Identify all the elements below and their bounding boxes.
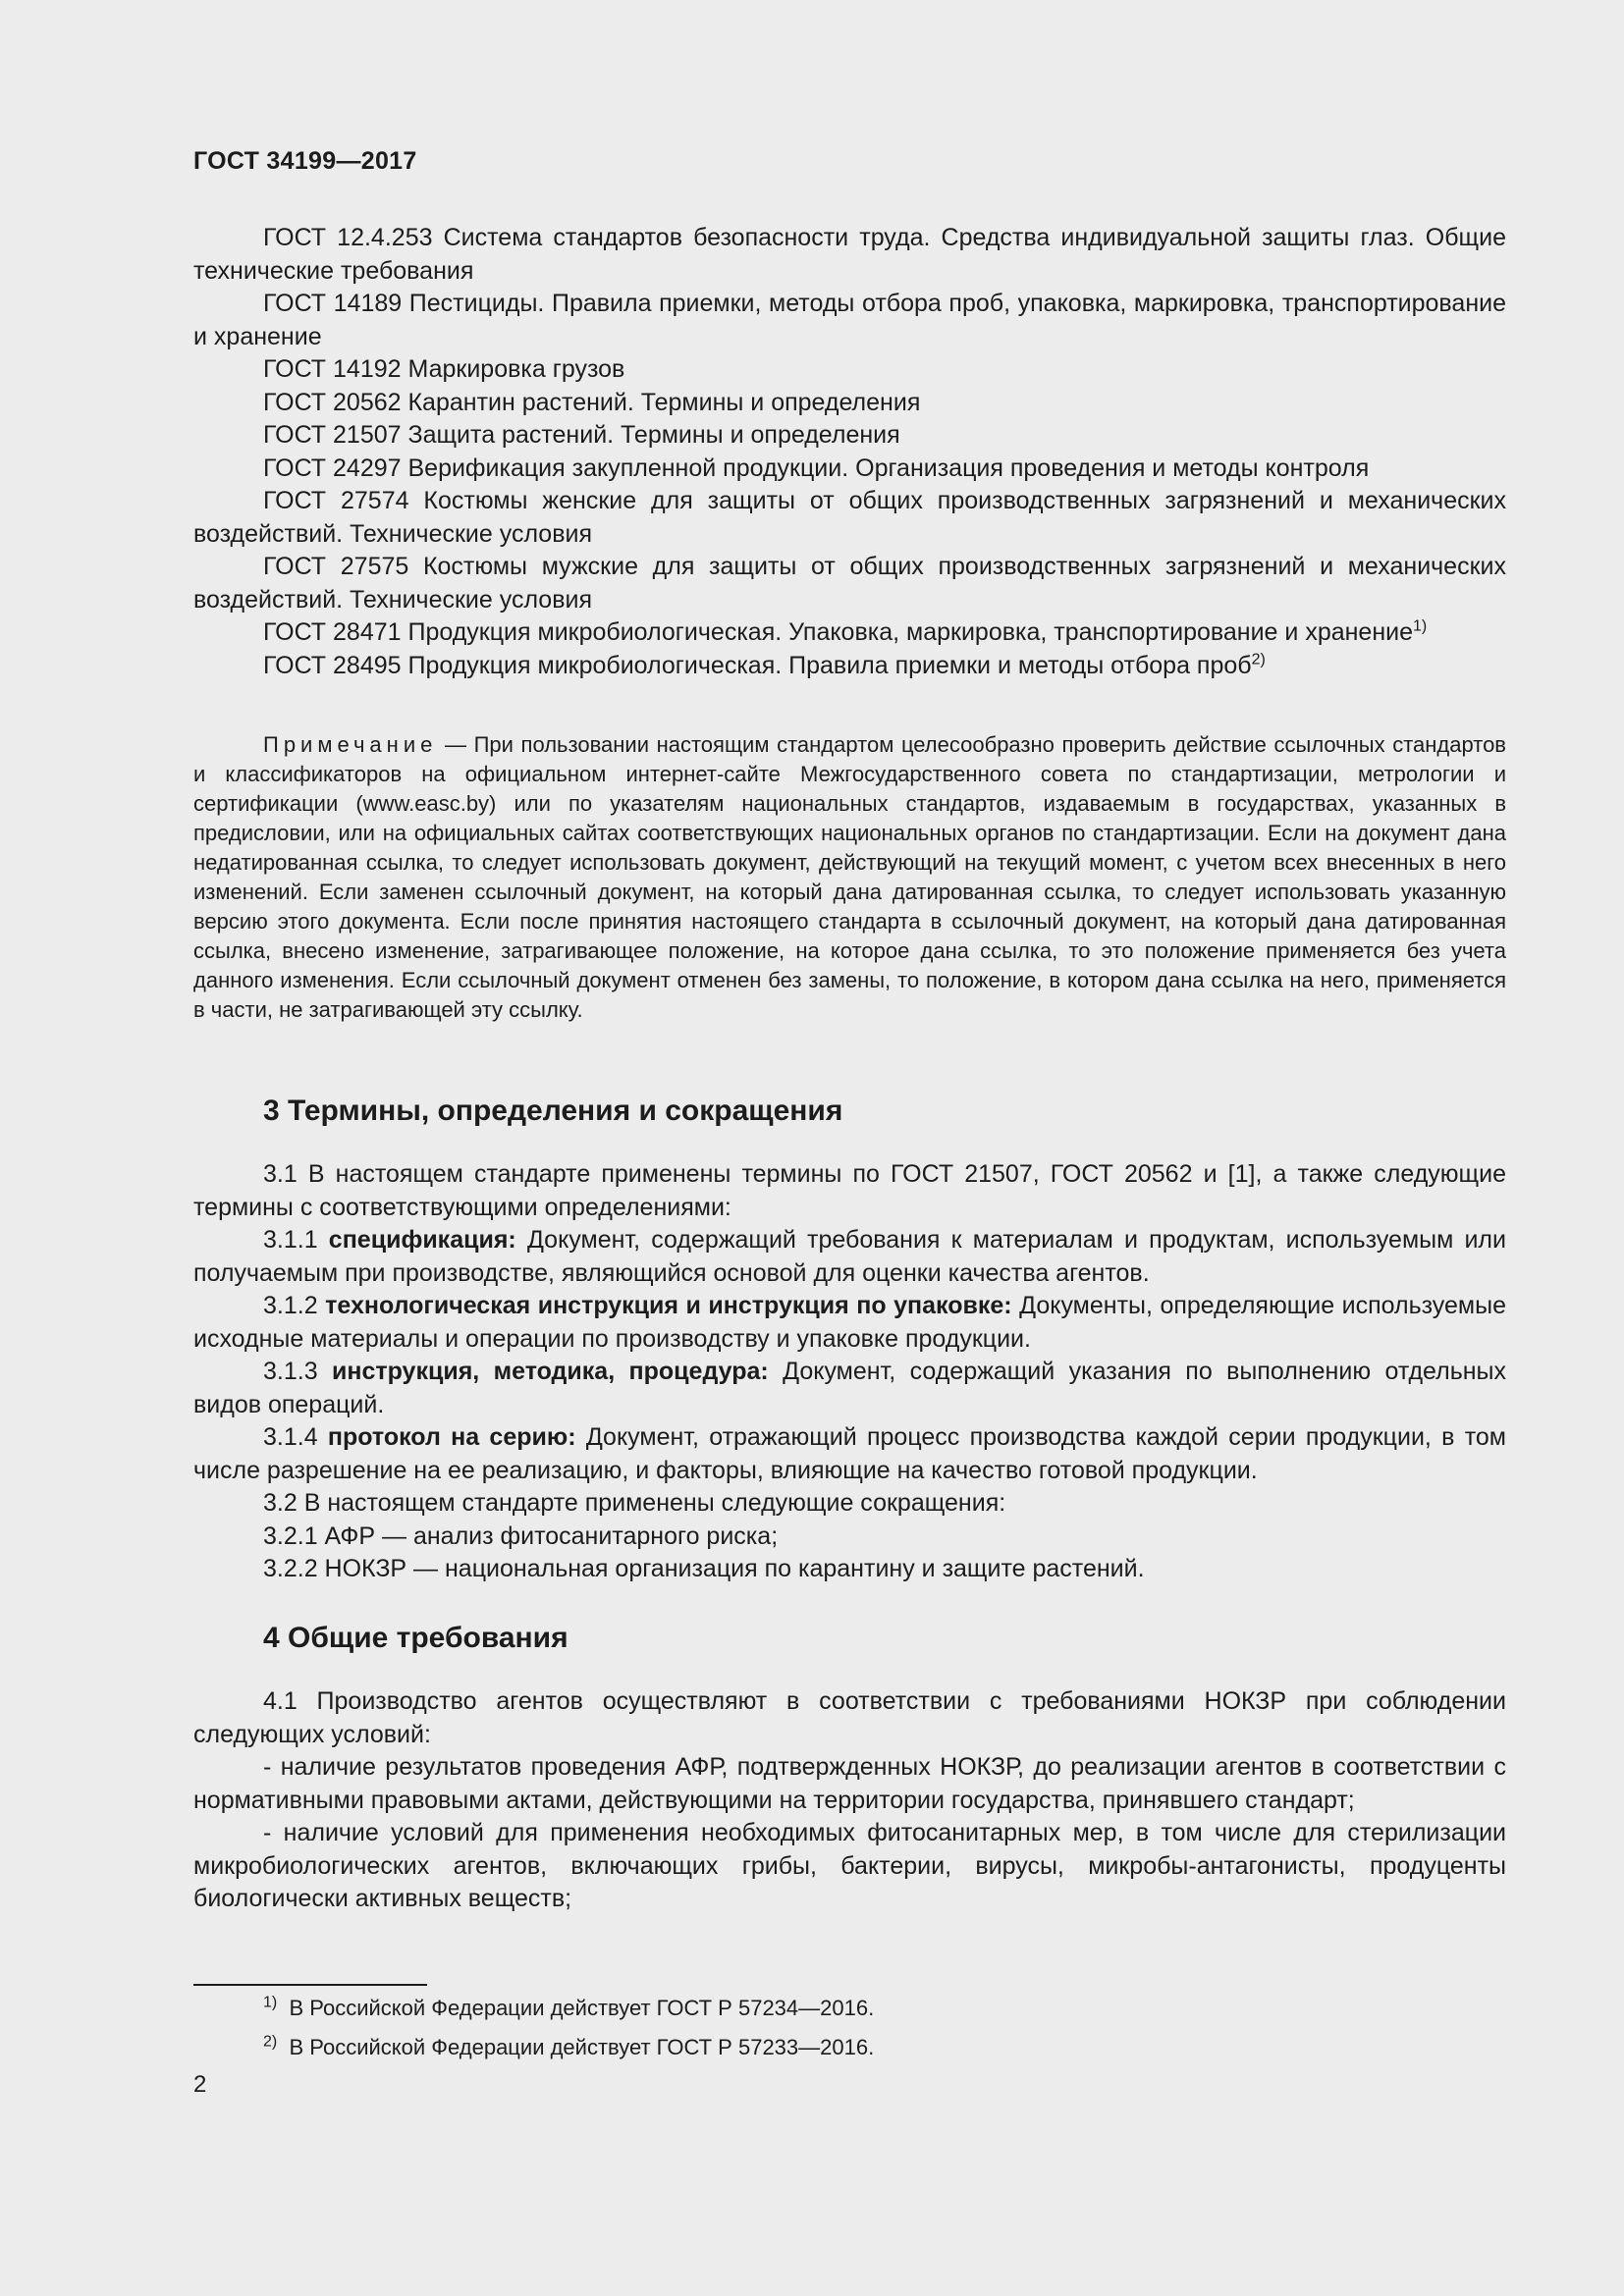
term-number: 3.1.2 (263, 1292, 326, 1319)
footnote-mark: 1) (1413, 617, 1428, 635)
reference-item: ГОСТ 24297 Верификация закупленной продукции. Организация проведения и методы контроля (263, 454, 1370, 482)
references-list (193, 222, 1506, 682)
term-number: 3.1.3 (263, 1358, 332, 1385)
document-id-header: ГОСТ 34199—2017 (193, 147, 417, 175)
term-definition (193, 1356, 1506, 1421)
term-name: спецификация: (328, 1226, 516, 1254)
reference-item: ГОСТ 27574 Костюмы женские для защиты от общих производственных загрязнений и механических воздействий. Технические условия (193, 487, 1506, 548)
page-number: 2 (193, 2071, 207, 2098)
term-def: Документы, определяющие используемые исходные материалы и операции по производству и упаковке продукции. (193, 1292, 1506, 1353)
footnote-1 (263, 1994, 874, 2023)
abbreviation-item: 3.2.1 АФР — анализ фитосанитарного риска; (263, 1522, 779, 1550)
term-def: Документ, отражающий процесс производства каждой серии продукции, в том числе разрешение на ее реализацию, и факторы, влияющие на качество готовой продукции. (193, 1423, 1506, 1484)
section-3-heading: 3 Термины, определения и сокращения (263, 1095, 843, 1127)
term-name: технологическая инструкция и инструкция по упаковке: (325, 1292, 1012, 1319)
footnote-mark: 2) (263, 2033, 278, 2051)
reference-item: ГОСТ 27575 Костюмы мужские для защиты от общих производственных загрязнений и механических воздействий. Технические условия (193, 553, 1506, 614)
footnote-text: В Российской Федерации действует ГОСТ Р 57234—2016. (289, 1996, 875, 2020)
reference-item: ГОСТ 14192 Маркировка грузов (263, 355, 625, 383)
section-4-body (193, 1685, 1506, 1916)
list-item: - наличие результатов проведения АФР, подтвержденных НОКЗР, до реализации агентов в соответствии с нормативными правовыми актами, действующими на территории государства, принявшего стандарт; (193, 1753, 1506, 1814)
term-number: 3.1.1 (263, 1226, 329, 1254)
paragraph-3-2: 3.2 В настоящем стандарте применены следующие сокращения: (263, 1489, 1006, 1517)
footnote-separator (193, 1984, 427, 1986)
note-paragraph (193, 730, 1506, 1025)
footnote-mark: 1) (263, 1994, 278, 2011)
reference-text: ГОСТ 28471 Продукция микробиологическая. Упаковка, маркировка, транспортирование и хранение (263, 618, 1414, 646)
section-3-body (193, 1158, 1506, 1586)
paragraph-4-1: 4.1 Производство агентов осуществляют в соответствии с требованиями НОКЗР при соблюдении следующих условий: (193, 1687, 1506, 1748)
abbreviation-item: 3.2.2 НОКЗР — национальная организация по карантину и защите растений. (263, 1555, 1145, 1582)
term-definition (193, 1290, 1506, 1356)
paragraph-3-1: 3.1 В настоящем стандарте применены термины по ГОСТ 21507, ГОСТ 20562 и [1], а также следующие термины с соответствующими определениями: (193, 1160, 1506, 1221)
reference-item: ГОСТ 21507 Защита растений. Термины и определения (263, 421, 900, 449)
note-label: Примечание (263, 732, 438, 757)
footnote-text: В Российской Федерации действует ГОСТ Р 57233—2016. (289, 2035, 875, 2059)
term-name: инструкция, методика, процедура: (332, 1358, 769, 1385)
reference-text: ГОСТ 28495 Продукция микробиологическая. Правила приемки и методы отбора проб (263, 651, 1252, 679)
term-name: протокол на серию: (327, 1423, 576, 1451)
reference-item: ГОСТ 14189 Пестициды. Правила приемки, методы отбора проб, упаковка, маркировка, транспортирование и хранение (193, 290, 1506, 350)
list-item: - наличие условий для применения необходимых фитосанитарных мер, в том числе для стерилизации микробиологических агентов, включающих грибы, бактерии, вирусы, микробы-антагонисты, продуценты биологически активных веществ; (193, 1819, 1506, 1912)
reference-item: ГОСТ 20562 Карантин растений. Термины и определения (263, 388, 921, 416)
reference-item-with-footnote (193, 650, 1506, 683)
note-text: — При пользовании настоящим стандартом целесообразно проверить действие ссылочных стандартов и классификаторов на официальном интернет-сайте Межгосударственного совета по стандартизации, метрологии и сертификации (www.easc.by) или по указателям национальных стандартов, издаваемым в государствах, указанных в предисловии, или на официальных сайтах соответствующих национальных органов по стандартизации. Если на документ дана недатированная ссылка, то следует использовать документ, действующий на текущий момент, с учетом всех внесенных в него изменений. Если заменен ссылочный документ, на который дана датированная ссылка, то следует использовать указанную версию этого документа. Если после принятия настоящего стандарта в ссылочный документ, на который дана датированная ссылка, внесено изменение, затрагивающее положение, на которое дана ссылка, то это положение применяется без учета данного изменения. Если ссылочный документ отменен без замены, то положение, в котором дана ссылка на него, применяется в части, не затрагивающей эту ссылку. (193, 732, 1506, 1022)
section-4-heading: 4 Общие требования (263, 1622, 568, 1654)
term-def: Документ, содержащий указания по выполнению отдельных видов операций. (193, 1358, 1506, 1418)
reference-item: ГОСТ 12.4.253 Система стандартов безопасности труда. Средства индивидуальной защиты глаз. Общие технические требования (193, 224, 1506, 285)
term-def: Документ, содержащий требования к материалам и продуктам, используемым или получаемым при производстве, являющийся основой для оценки качества агентов. (193, 1226, 1506, 1287)
footnote-mark: 2) (1251, 651, 1266, 668)
term-definition (193, 1421, 1506, 1487)
document-page (193, 0, 1506, 2296)
reference-item-with-footnote (193, 616, 1506, 650)
term-number: 3.1.4 (263, 1423, 328, 1451)
footnote-2 (263, 2033, 874, 2062)
term-definition (193, 1224, 1506, 1290)
